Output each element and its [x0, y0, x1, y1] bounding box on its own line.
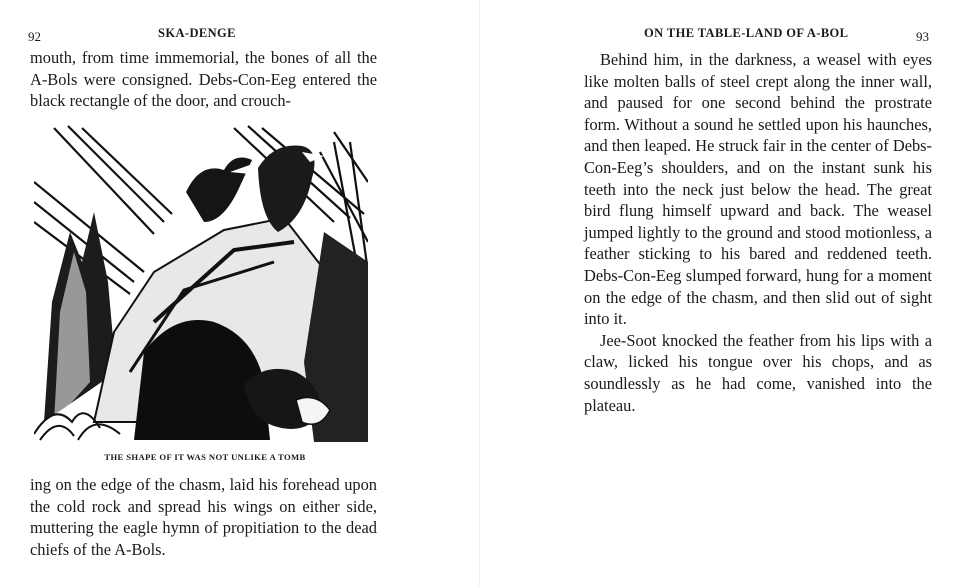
right-body-text [584, 49, 932, 416]
left-top-paragraph: mouth, from time immemorial, the bones of all the A-Bols were consigned. Debs-Con-Eeg entered the black rectangle of the door, and crouch- [30, 48, 377, 111]
right-page [480, 0, 959, 587]
right-paragraph-1: Behind him, in the darkness, a weasel with eyes like molten balls of steel crept along the inner wall, and paused for one second behind the prostrate form. Without a sound he settled upon his haunches, and then leaped. He struck fair in the center of Debs-Con-Eeg’s shoulders, and on the instant sunk his teeth into the neck just below the head. The great bird flung himself upward and back. The weasel jumped lightly to the ground and stood motionless, a feather sticking to his bared and reddened teeth. Debs-Con-Eeg slumped forward, hung for a moment on the edge of the chasm, and then slid out of sight into it. [584, 50, 932, 329]
running-head-right: ON THE TABLE-LAND OF A-BOL [644, 26, 849, 40]
illustration-caption: THE SHAPE OF IT WAS NOT UNLIKE A TOMB [104, 452, 306, 462]
eagle-illustration [34, 122, 368, 442]
left-bottom-paragraph: ing on the edge of the chasm, laid his forehead upon the cold rock and spread his wings on either side, muttering the eagle hymn of propitiation to the dead chiefs of the A-Bols. [30, 475, 377, 559]
left-top-text [30, 47, 377, 112]
page-number-right: 93 [916, 29, 929, 44]
right-paragraph-2: Jee-Soot knocked the feather from his lips with a claw, licked his tongue over his chops, and as soundlessly as he had come, vanished into the plateau. [584, 330, 932, 415]
running-head-left: SKA-DENGE [158, 26, 236, 40]
page-number-left: 92 [28, 29, 41, 44]
left-bottom-text [30, 474, 377, 560]
